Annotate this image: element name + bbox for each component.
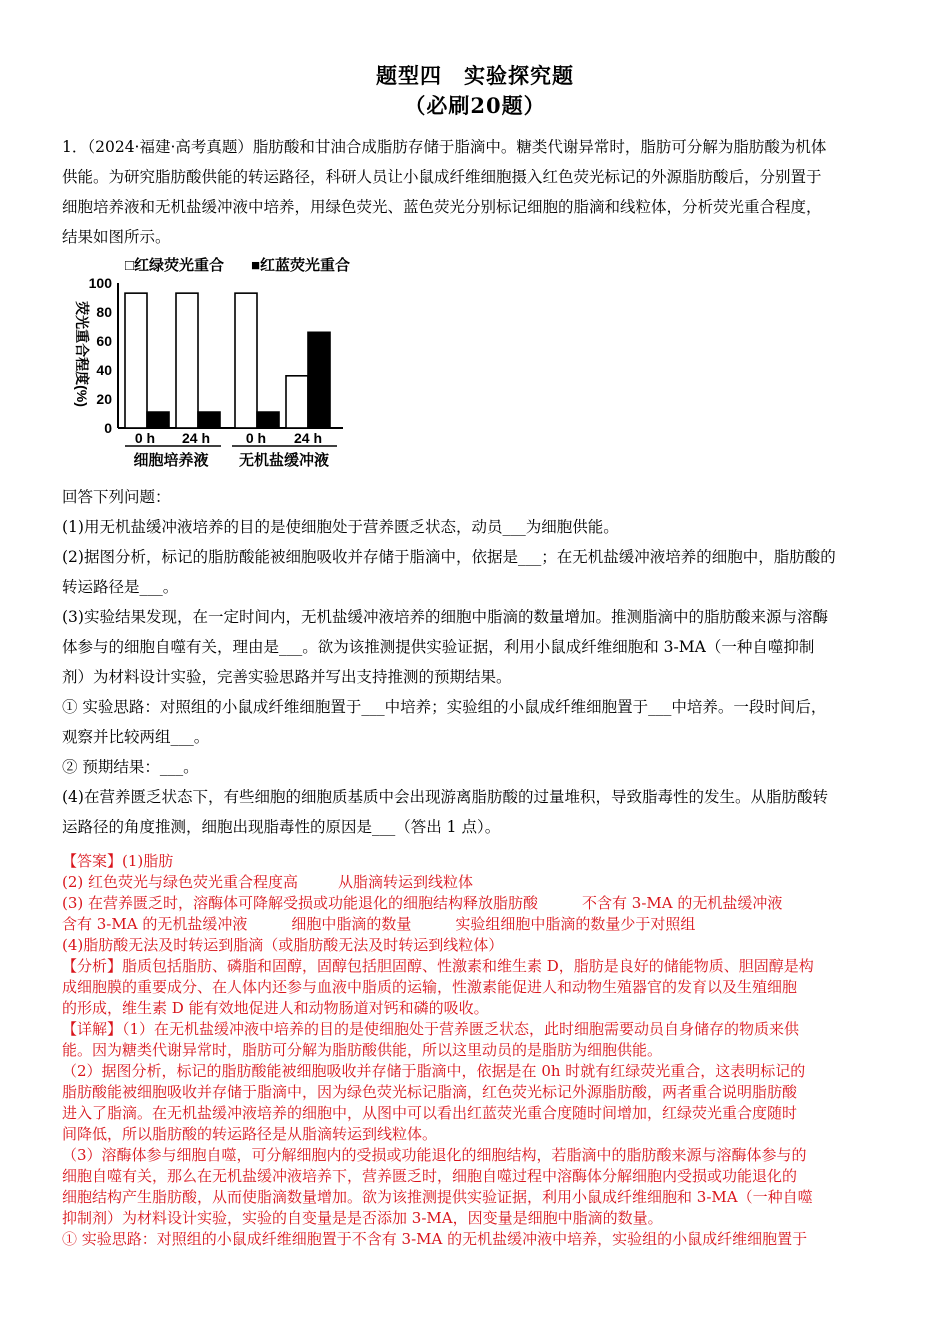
analysis-line: （2）据图分析，标记的脂肪酸能被细胞吸收并存储于脂滴中，依据是在 0h 时就有红绿荧光重合，这表明标记的 [62,1062,806,1080]
legend-red-blue: ■红蓝荧光重合 [251,257,351,274]
bar-red-green-overlap [235,293,257,428]
answer-2 [62,872,894,893]
answer-3-part: 细胞中脂滴的数量 [291,915,412,933]
y-tick-label: 80 [96,304,112,320]
analysis-line: 间降低，所以脂肪酸的转运路径是从脂滴转运到线粒体。 [62,1125,438,1143]
answer-3-part: (3) 在营养匮乏时，溶酶体可降解受损或功能退化的细胞结构释放脂肪酸 [62,894,539,912]
analysis-line: 细胞结构产生脂肪酸，从而使脂滴数量增加。欲为该推测提供实验证据，利用小鼠成纤维细胞和 3-MA（一种自噬 [62,1188,813,1206]
question-line: ① 实验思路：对照组的小鼠成纤维细胞置于___中培养；实验组的小鼠成纤维细胞置于___中培养。一段时间后， [62,698,827,716]
question-line: ② 预期结果：___。 [62,758,199,776]
analysis-line: （3）溶酶体参与细胞自噬，可分解细胞内的受损或功能退化的细胞结构，若脂滴中的脂肪酸来源与溶酶体参与的 [62,1146,807,1164]
answer-block [62,851,894,1250]
answer-3-part: 含有 3-MA 的无机盐缓冲液 [62,915,248,933]
answer-3-part: 不含有 3-MA 的无机盐缓冲液 [582,894,783,912]
analysis-line: 细胞自噬有关，那么在无机盐缓冲液培养下，营养匮乏时，细胞自噬过程中溶酶体分解细胞内受损或功能退化的 [62,1167,798,1185]
bar-red-blue-overlap [198,412,220,428]
question-intro [62,132,890,252]
analysis-line: 抑制剂）为材料设计实验，实验的自变量是是否添加 3-MA，因变量是细胞中脂滴的数量。 [62,1209,663,1227]
bar-chart [55,250,385,475]
answer-1: 【答案】(1)脂肪 [62,852,174,870]
bar-red-green-overlap [125,293,147,428]
x-tick-label: 0 h [134,430,156,446]
x-tick-label: 24 h [181,430,211,446]
answer-4: (4)脂肪酸无法及时转运到脂滴（或脂肪酸无法及时转运到线粒体） [62,936,504,954]
analysis-line: 脂肪酸能被细胞吸收并存储于脂滴中，因为绿色荧光标记脂滴，红色荧光标记外源脂肪酸，两者重合说明脂肪酸 [62,1083,798,1101]
intro-line: 供能。为研究脂肪酸供能的转运路径，科研人员让小鼠成纤维细胞摄入红色荧光标记的外源脂肪酸后，分别置于 [62,168,822,186]
answer-3 [62,893,894,914]
question-line: 体参与的细胞自噬有关，理由是___。欲为该推测提供实验证据，利用小鼠成纤维细胞和 3-MA（一种自噬抑制 [62,638,815,656]
answer-3-cont [62,914,894,935]
intro-line: 1．（2024·福建·高考真题）脂肪酸和甘油合成脂肪存储于脂滴中。糖类代谢异常时，脂肪可分解为脂肪酸为机体 [62,138,827,156]
page-subtitle: （必刷20题） [404,93,546,118]
y-axis-label: 荧光重合程度(%) [74,301,90,407]
intro-line: 细胞培养液和无机盐缓冲液中培养，用绿色荧光、蓝色荧光分别标记细胞的脂滴和线粒体，分析荧光重合程度， [62,198,822,216]
bar-red-green-overlap [286,376,308,428]
y-tick-label: 40 [96,362,112,378]
bar-red-blue-overlap [147,412,169,428]
page-title: 题型四 实验探究题 [376,63,574,88]
question-line: 回答下列问题： [62,488,171,506]
analysis-line: ① 实验思路：对照组的小鼠成纤维细胞置于不含有 3-MA 的无机盐缓冲液中培养，实验组的小鼠成纤维细胞置于 [62,1230,808,1248]
group-label-culture: 细胞培养液 [133,452,209,469]
answer-2-part: (2) 红色荧光与绿色荧光重合程度高 [62,873,299,891]
question-line: (4)在营养匮乏状态下，有些细胞的细胞质基质中会出现游离脂肪酸的过量堆积，导致脂毒性的发生。从脂肪酸转 [62,788,828,806]
answer-3-part: 实验组细胞中脂滴的数量少于对照组 [455,915,696,933]
answer-2-part: 从脂滴转运到线粒体 [338,873,474,891]
analysis-line: 【详解】（1）在无机盐缓冲液中培养的目的是使细胞处于营养匮乏状态，此时细胞需要动员自身储存的物质来供 [62,1020,800,1038]
question-line: 运路径的角度推测，细胞出现脂毒性的原因是___（答出 1 点）。 [62,818,501,836]
y-tick-label: 20 [96,391,112,407]
analysis-line: 的形成，维生素 D 能有效地促进人和动物肠道对钙和磷的吸收。 [62,999,489,1017]
question-line: 剂）为材料设计实验，完善实验思路并写出支持推测的预期结果。 [62,668,512,686]
analysis-line: 能。因为糖类代谢异常时，脂肪可分解为脂肪酸供能，所以这里动员的是脂肪为细胞供能。 [62,1041,663,1059]
y-tick-label: 100 [88,275,112,291]
y-tick-label: 0 [104,420,112,436]
group-label-buffer: 无机盐缓冲液 [238,452,330,469]
question-line: (2)据图分析，标记的脂肪酸能被细胞吸收并存储于脂滴中，依据是___；在无机盐缓冲液培养的细胞中，脂肪酸的 [62,548,836,566]
legend-green-red: □红绿荧光重合 [125,257,225,274]
bar-red-green-overlap [176,293,198,428]
x-tick-label: 24 h [293,430,323,446]
y-tick-label: 60 [96,333,112,349]
bar-red-blue-overlap [257,412,279,428]
question-line: 观察并比较两组___。 [62,728,210,746]
analysis-line: 进入了脂滴。在无机盐缓冲液培养的细胞中，从图中可以看出红蓝荧光重合度随时间增加，红绿荧光重合度随时 [62,1104,798,1122]
x-tick-label: 0 h [245,430,267,446]
question-line: (1)用无机盐缓冲液培养的目的是使细胞处于营养匮乏状态，动员___为细胞供能。 [62,518,619,536]
analysis-line: 成细胞膜的重要成分、在人体内还参与血液中脂质的运输，性激素能促进人和动物生殖器官的发育以及生殖细胞 [62,978,798,996]
question-line: 转运路径是___。 [62,578,179,596]
bar-red-blue-overlap [308,332,330,428]
question-line: (3)实验结果发现，在一定时间内，无机盐缓冲液培养的细胞中脂滴的数量增加。推测脂滴中的脂肪酸来源与溶酶 [62,608,828,626]
analysis-line: 【分析】脂质包括脂肪、磷脂和固醇，固醇包括胆固醇、性激素和维生素 D，脂肪是良好的储能物质、胆固醇是构 [62,957,814,975]
questions [62,482,890,842]
intro-line: 结果如图所示。 [62,228,171,246]
